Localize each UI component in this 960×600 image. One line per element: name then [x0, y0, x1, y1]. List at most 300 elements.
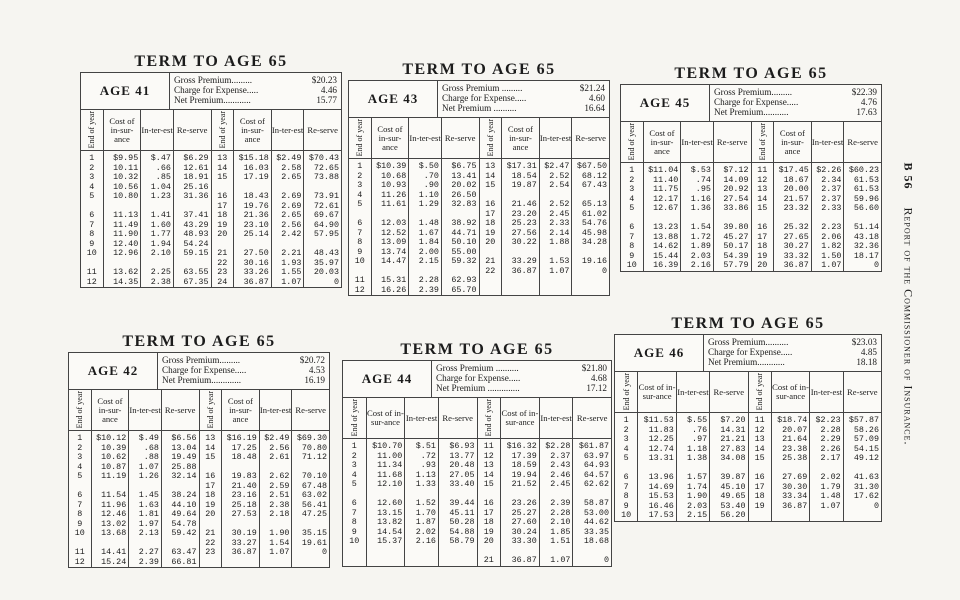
reserve-cell: 59.42 [171, 529, 197, 538]
interest-cell: 2.45 [550, 480, 571, 489]
interest-cell: $2.28 [545, 442, 571, 451]
cost-cell: 18.43 [243, 192, 269, 201]
rate-table-panel [620, 64, 882, 272]
net-premium-row [436, 383, 607, 393]
reserve-cell: 31.36 [183, 192, 209, 201]
expense-charge-row [174, 85, 337, 95]
cost-cell: 27.60 [511, 518, 537, 527]
interest-cell: 1.13 [415, 470, 436, 480]
cost-cell: 19.94 [511, 470, 537, 480]
cost-header-text: Cost of in-sur-ance [367, 408, 404, 427]
interest-column [810, 413, 843, 521]
column-headers [69, 390, 329, 431]
cost-cell: 10.93 [381, 181, 407, 190]
reserve-cell [572, 191, 609, 201]
cost-cell: $9.95 [113, 154, 139, 163]
cost-cell: 33.29 [511, 257, 537, 266]
reserve-cell: 67.35 [183, 277, 209, 287]
cost-header-text: Cost of in-sur-ance [779, 127, 805, 156]
interest-cell [405, 490, 438, 500]
interest-header-text: In-ter-est [677, 386, 709, 397]
cost-cell: $11.04 [648, 166, 679, 175]
reserve-header-text: Re-serve [444, 132, 476, 143]
reserve-cell: $7.12 [723, 166, 749, 175]
year-cell: 6 [351, 499, 357, 508]
expense-charge-value: 4.76 [860, 97, 877, 107]
reserve-cell: 39.44 [449, 499, 475, 508]
cost-column [774, 163, 812, 271]
interest-cell: 1.72 [690, 232, 711, 242]
reserve-cell: $6.56 [171, 434, 197, 443]
reserve-cell: $6.93 [449, 442, 475, 451]
reserve-cell: 33.35 [583, 527, 609, 537]
interest-cell: 2.56 [281, 220, 302, 230]
year-cell: 6 [357, 219, 363, 228]
cost-cell: 11.00 [377, 451, 403, 461]
reserve-cell: 18.17 [853, 251, 879, 261]
cost-cell: 12.25 [648, 435, 674, 444]
cost-cell: 14.41 [101, 548, 127, 557]
cost-cell: 11.68 [377, 470, 403, 480]
year-cell: 15 [217, 173, 228, 182]
cost-cell: 23.20 [511, 209, 537, 219]
reserve-cell: 31.30 [853, 482, 879, 492]
column-headers [615, 372, 881, 413]
end-of-year-header [478, 398, 502, 438]
reserve-cell: 63.02 [301, 491, 327, 500]
cost-cell: 27.53 [231, 510, 257, 519]
reserve-cell: $6.75 [451, 162, 477, 171]
reserve-cell [844, 214, 881, 224]
interest-cell: 2.15 [687, 511, 708, 520]
interest-column [812, 163, 845, 271]
reserve-cell: 54.24 [183, 239, 209, 249]
interest-cell: 2.03 [690, 251, 711, 261]
year-cell: 13 [754, 435, 765, 444]
year-cell: 2 [77, 443, 83, 453]
interest-cell: 2.27 [138, 548, 159, 557]
expense-charge-row [162, 365, 325, 375]
cost-cell: 20.00 [783, 185, 809, 194]
cost-cell: 17.25 [231, 443, 257, 453]
cost-cell: 16.46 [648, 501, 674, 511]
expense-charge-value: 4.60 [588, 93, 605, 103]
year-cell: 1 [89, 154, 95, 163]
table-body [349, 159, 609, 295]
year-cell: 2 [623, 425, 629, 435]
cost-header-text: Cost of in-sur-ance [239, 115, 265, 144]
year-cell: 3 [623, 435, 629, 444]
premium-header [615, 335, 881, 372]
year-cell: 14 [485, 171, 496, 181]
year-cell: 12 [354, 285, 365, 295]
cost-cell [501, 547, 539, 557]
year-cell: 16 [483, 499, 494, 508]
cost-cell: 12.67 [653, 204, 679, 213]
cost-column [104, 151, 142, 287]
reserve-cell: 21.21 [720, 435, 746, 444]
year-cell: 22 [205, 538, 216, 548]
cost-cell: 25.32 [783, 223, 809, 232]
expense-charge-row [436, 373, 607, 383]
cost-column [222, 431, 260, 567]
net-premium-row [174, 95, 337, 105]
cost-cell: 23.10 [243, 220, 269, 230]
gross-premium-row [442, 83, 605, 93]
year-cell [615, 464, 637, 474]
cost-cell: 25.18 [231, 500, 257, 510]
cost-cell: 27.65 [783, 232, 809, 242]
reserve-cell: 48.43 [313, 249, 339, 258]
reserve-cell: 64.57 [583, 470, 609, 480]
interest-cell [260, 520, 292, 530]
rate-table [620, 84, 882, 272]
cost-cell: 15.37 [377, 537, 403, 546]
year-cell [200, 520, 222, 530]
interest-cell: 1.52 [415, 499, 436, 508]
reserve-cell: 13.41 [451, 171, 477, 181]
interest-cell: .97 [692, 435, 708, 444]
interest-header [677, 372, 710, 412]
net-premium-value: 16.64 [584, 103, 605, 113]
reserve-cell [292, 463, 329, 473]
interest-header [260, 390, 293, 430]
age-label: AGE 42 [69, 353, 158, 389]
interest-cell: 2.54 [549, 181, 570, 190]
cost-cell: 11.19 [101, 472, 127, 481]
year-cell: 20 [483, 537, 494, 546]
year-cell: 5 [357, 200, 363, 209]
reserve-cell: 63.47 [171, 548, 197, 557]
cost-cell: 36.87 [511, 266, 537, 276]
year-cell: 3 [89, 173, 95, 182]
cost-cell: 12.03 [381, 219, 407, 228]
expense-charge-label: Charge for Expense..... [442, 93, 527, 103]
cost-cell: 21.57 [783, 194, 809, 204]
reserve-cell: 33.86 [723, 204, 749, 213]
age-label: AGE 46 [615, 335, 704, 371]
interest-cell: 2.02 [820, 473, 841, 482]
reserve-cell: 67.48 [301, 481, 327, 491]
interest-cell: 2.34 [821, 175, 842, 185]
year-cell [621, 214, 643, 224]
reserve-cell: 0 [873, 501, 879, 511]
reserve-cell: 61.53 [853, 185, 879, 194]
reserve-column [572, 159, 609, 295]
year-cell: 16 [754, 473, 765, 482]
year-cell: 10 [349, 537, 360, 546]
cost-cell: 21.40 [231, 481, 257, 491]
reserve-cell: 72.61 [313, 201, 339, 211]
gross-premium-value: $21.24 [579, 83, 605, 93]
net-premium-row [708, 357, 877, 367]
reserve-cell: 39.80 [723, 223, 749, 232]
year-cell: 15 [757, 204, 768, 213]
interest-cell: 1.41 [150, 211, 171, 220]
year-cell: 16 [217, 192, 228, 201]
interest-cell: 2.69 [281, 192, 302, 201]
interest-cell: 2.39 [138, 557, 159, 567]
interest-cell: 2.25 [150, 268, 171, 277]
reserve-cell: 67.43 [581, 181, 607, 190]
cost-header-text: Cost of in-sur-ance [649, 127, 675, 156]
year-cell: 18 [754, 492, 765, 501]
cost-header-text: Cost of in-sur-ance [97, 395, 123, 424]
interest-cell: 2.21 [281, 249, 302, 258]
reserve-cell: 73.88 [313, 173, 339, 182]
interest-header-text: In-ter-est [141, 124, 173, 135]
reserve-header-text: Re-serve [716, 136, 748, 147]
cost-header [774, 122, 812, 162]
interest-cell: 2.65 [281, 211, 302, 220]
year-cell: 10 [354, 257, 365, 266]
end-of-year-header [480, 118, 503, 158]
cost-cell: 11.61 [381, 200, 407, 209]
reserve-cell: 47.25 [301, 510, 327, 519]
reserve-cell: 57.09 [853, 435, 879, 444]
reserve-cell: 63.55 [183, 268, 209, 277]
year-cell: 18 [485, 219, 496, 228]
reserve-cell: 0 [333, 277, 339, 287]
interest-header-text: In-ter-est [405, 412, 438, 423]
year-cell: 4 [89, 182, 95, 192]
cost-cell: 30.16 [243, 258, 269, 268]
gross-premium-value: $22.39 [851, 87, 877, 97]
cost-column [772, 413, 810, 521]
expense-charge-row [708, 347, 877, 357]
reserve-column [292, 431, 329, 567]
interest-cell: 2.23 [821, 223, 842, 232]
reserve-column [844, 413, 881, 521]
year-cell: 10 [621, 511, 632, 520]
interest-cell: 2.39 [550, 499, 571, 508]
year-cell: 11 [354, 276, 365, 285]
interest-cell: 1.93 [281, 258, 302, 268]
reserve-cell: 34.08 [720, 454, 746, 463]
interest-cell: 1.50 [821, 251, 842, 261]
reserve-cell: 13.04 [171, 443, 197, 453]
cost-cell: 11.96 [101, 500, 127, 510]
reserve-cell: 65.13 [581, 200, 607, 209]
year-cell: 8 [351, 518, 357, 527]
year-cell: 10 [86, 249, 97, 258]
year-column [349, 159, 372, 295]
end-of-year-header-text: End of year [355, 119, 365, 157]
running-title: Report of the Commissioner of Insurance. [901, 207, 916, 446]
year-cell: 8 [623, 492, 629, 501]
reserve-header [174, 110, 212, 150]
year-cell: 19 [485, 228, 496, 238]
interest-cell: 2.26 [820, 444, 841, 454]
year-cell: 1 [351, 442, 357, 451]
end-of-year-header [212, 110, 235, 150]
year-cell: 12 [74, 557, 85, 567]
reserve-cell: 32.36 [853, 242, 879, 251]
interest-cell: 2.51 [269, 491, 290, 500]
cost-cell: $16.32 [506, 442, 537, 451]
cost-cell: 11.34 [377, 461, 403, 470]
interest-cell: 1.10 [418, 190, 439, 200]
year-cell [349, 210, 371, 220]
interest-cell: 2.16 [415, 537, 436, 546]
interest-cell [540, 490, 573, 500]
interest-cell: $2.26 [816, 166, 842, 175]
interest-column [540, 159, 573, 295]
interest-cell: 1.45 [138, 491, 159, 500]
year-cell: 16 [485, 200, 496, 209]
interest-cell: 1.23 [150, 192, 171, 201]
gross-premium-value: $23.03 [851, 337, 877, 347]
interest-cell: .95 [695, 185, 711, 194]
cost-cell: 10.80 [113, 192, 139, 201]
cost-cell: 36.87 [511, 556, 537, 565]
reserve-header [714, 122, 752, 162]
reserve-cell: 35.15 [301, 529, 327, 538]
year-cell [349, 267, 371, 277]
year-cell: 4 [623, 444, 629, 454]
cost-cell: 13.88 [653, 232, 679, 242]
reserve-cell: 54.39 [723, 251, 749, 261]
reserve-cell: 41.63 [853, 473, 879, 482]
net-premium-row [442, 103, 605, 113]
year-cell: 11 [86, 268, 97, 277]
end-of-year-header [621, 122, 644, 162]
year-cell: 7 [351, 508, 357, 518]
cost-cell: 17.53 [648, 511, 674, 520]
interest-cell: 2.69 [281, 201, 302, 211]
year-cell: 2 [89, 163, 95, 173]
cost-cell [502, 248, 539, 258]
cost-cell: 12.40 [113, 239, 139, 249]
cost-cell: 14.47 [381, 257, 407, 266]
cost-cell: 33.27 [231, 538, 257, 548]
cost-cell: 19.76 [243, 201, 269, 211]
reserve-cell: 48.93 [183, 230, 209, 239]
interest-cell: $.47 [150, 154, 171, 163]
interest-header [810, 372, 843, 412]
year-cell: 9 [77, 519, 83, 529]
reserve-header-text: Re-serve [575, 132, 606, 143]
year-cell: 13 [483, 461, 494, 470]
year-cell: 12 [86, 277, 97, 287]
cost-cell [104, 259, 141, 269]
year-cell: 19 [483, 527, 494, 537]
expense-charge-row [714, 97, 877, 107]
interest-column [677, 413, 710, 521]
year-cell [480, 248, 502, 258]
reserve-cell: 71.12 [301, 453, 327, 462]
reserve-cell: 34.28 [581, 238, 607, 247]
interest-cell: 2.39 [418, 285, 439, 295]
reserve-cell: 33.40 [449, 480, 475, 489]
reserve-cell: 49.12 [853, 454, 879, 463]
interest-cell: 2.06 [821, 232, 842, 242]
cost-cell: 27.69 [782, 473, 808, 482]
reserve-cell: 25.16 [183, 182, 209, 192]
cost-cell: 13.82 [377, 518, 403, 527]
cost-cell: 13.31 [648, 454, 674, 463]
cost-cell: 16.03 [243, 163, 269, 173]
cost-cell [501, 490, 539, 500]
interest-cell: $.49 [138, 434, 159, 443]
table-body [81, 151, 341, 287]
interest-cell: 1.55 [281, 268, 302, 277]
reserve-cell [292, 520, 329, 530]
rate-table [348, 80, 610, 296]
reserve-cell: 54.15 [853, 444, 879, 454]
interest-cell [141, 202, 173, 212]
year-cell: 13 [757, 185, 768, 194]
cost-cell [644, 214, 681, 224]
expense-charge-label: Charge for Expense..... [708, 347, 793, 357]
year-cell: 12 [483, 451, 494, 461]
reserve-cell [573, 490, 611, 500]
interest-cell: 2.00 [418, 247, 439, 257]
cost-cell: 16.26 [381, 285, 407, 295]
reserve-cell [442, 267, 479, 277]
year-column [478, 439, 502, 566]
rate-table-panel [68, 332, 330, 568]
interest-cell: 1.38 [687, 454, 708, 463]
rate-table [342, 360, 612, 567]
end-of-year-header-text: End of year [627, 123, 637, 161]
cost-cell: 21.52 [511, 480, 537, 489]
gross-premium-value: $20.23 [311, 75, 337, 85]
cost-column [638, 413, 676, 521]
reserve-cell: 14.31 [720, 425, 746, 435]
year-cell: 21 [205, 529, 216, 538]
cost-cell: 10.11 [113, 163, 139, 173]
end-of-year-header-text: End of year [349, 399, 359, 437]
end-of-year-header-text: End of year [205, 391, 215, 429]
interest-cell: $.51 [415, 442, 436, 451]
interest-header-text: In-ter-est [409, 132, 441, 143]
reserve-cell [162, 539, 199, 549]
year-cell: 21 [483, 556, 494, 565]
reserve-cell: 37.41 [183, 211, 209, 220]
year-cell: 5 [629, 204, 635, 213]
interest-cell: 1.04 [150, 182, 171, 192]
year-cell [69, 539, 91, 549]
year-cell: 23 [217, 268, 228, 277]
age-label: AGE 41 [81, 73, 170, 109]
cost-cell: 10.32 [113, 173, 139, 182]
year-cell [478, 490, 501, 500]
cost-cell: 15.24 [101, 557, 127, 567]
year-cell: 8 [357, 238, 363, 247]
interest-cell [540, 547, 573, 557]
year-cell [752, 214, 774, 224]
year-cell [81, 202, 103, 212]
cost-cell: 27.50 [243, 249, 269, 258]
interest-cell: .68 [143, 443, 159, 453]
interest-cell: 1.07 [821, 261, 842, 270]
cost-cell: $10.70 [372, 442, 403, 451]
cost-cell [774, 214, 811, 224]
year-cell: 9 [89, 239, 95, 249]
cost-header-text: Cost of in-sur-ance [109, 115, 135, 144]
reserve-header-text: Re-serve [713, 386, 745, 397]
cost-cell [772, 464, 809, 474]
interest-cell: 1.07 [281, 277, 302, 287]
interest-cell [810, 464, 842, 474]
reserve-cell: 44.62 [583, 518, 609, 527]
cost-cell: 30.30 [782, 482, 808, 492]
year-cell: 17 [485, 209, 496, 219]
interest-cell: 2.29 [820, 435, 841, 444]
year-cell: 17 [754, 482, 765, 492]
reserve-cell [304, 240, 341, 250]
